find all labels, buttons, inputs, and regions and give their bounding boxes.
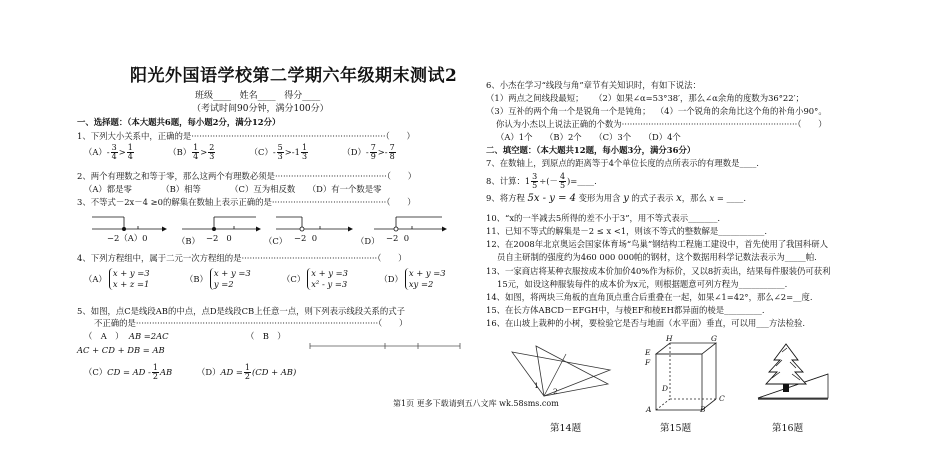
q13: 13、一家商店将某种衣服按成本价加价40%作为标价，又以8折卖出，结果每件服装仍可获利 xyxy=(486,266,831,276)
q5-stem2: 不正确的是···························································································（ ） xyxy=(94,318,408,328)
q1-options xyxy=(84,144,397,161)
page-title: 阳光外国语学校第二学期六年级期末测试2 xyxy=(130,66,458,86)
q3-c-ticks: −2 0 xyxy=(294,233,318,243)
q1-stem: 1、下列大小关系中，正确的是·········································································（ ） xyxy=(77,131,415,141)
fig15-caption: 第15题 xyxy=(660,423,692,434)
section2-heading: 二、填空题：（本大题共12题，每小题3分，满分36分） xyxy=(486,145,696,155)
q11: 11、已知不等式的解集是－2 ≤ x <1，则该不等式的整数解是___________. xyxy=(486,226,768,236)
q3-label-d: （D） xyxy=(356,236,380,246)
q1-option-b: （B） $\frac{1}{4}$ > $\frac{2}{3}$ xyxy=(168,143,215,161)
q5-option-d: （D）AD = $\frac{1}{2}$ (CD + AB) xyxy=(197,363,297,381)
q4-option-d: （D） x + y =3 xy =2 xyxy=(379,268,446,289)
fig15-label-f: F xyxy=(645,358,651,367)
q5-option-b: AC + CD + DB = AB xyxy=(77,345,165,355)
name-field: 姓名____ xyxy=(239,91,276,101)
q4-options xyxy=(84,268,446,290)
fig14-caption: 第14题 xyxy=(550,423,582,434)
q1-option-c: （C）- $\frac{5}{3}$ >-1 $\frac{1}{3}$ xyxy=(249,143,308,161)
q6-line1: （1）两点之间线段最短； （2）如果∠α=53°38′，那么∠α余角的度数为36°22′； xyxy=(486,93,804,103)
page-footer: 第1页 更多下载请到五八文库 wk.58sms.com xyxy=(393,399,559,408)
fig15-cuboid xyxy=(652,340,724,414)
q3-line-d xyxy=(374,217,447,232)
q4-option-a: （A） x + y =3 x + z =1 xyxy=(84,268,150,289)
q9: 9、将方程 5x - y = 4 变形为用含 y 的式子表示 x，那么 x = ____. xyxy=(486,193,747,204)
q4-option-c: （C） x + y =3 x² - y =3 xyxy=(282,268,349,289)
fig16-tree-slope xyxy=(754,340,834,402)
fig15-label-c: C xyxy=(719,394,725,403)
q13-cont: 15元，如设这种服装每件的成本价为x元，则根据题意可列方程为___________. xyxy=(497,279,788,289)
q14: 14、如图，将两块三角板的直角顶点重合后重叠在一起，如果∠1=42°，那么∠2=__度. xyxy=(486,292,813,302)
q12: 12、在2008年北京奥运会国家体育场“鸟巢”钢结构工程施工建设中，首先使用了我国科研人 xyxy=(486,239,829,249)
q1-option-a: （A）- $\frac{3}{4}$ > $\frac{1}{4}$ xyxy=(84,143,133,161)
q3-a-ticks: −2（A）0 xyxy=(107,233,148,243)
q3-b-ticks: −2 0 xyxy=(206,233,232,243)
q12-cont: 员自主研制的强度约为460 000 000帕的钢材，这个数据用科学记数法表示为_____帕. xyxy=(497,252,817,262)
q16: 16、在山坡上栽种的小树，要检验它是否与地面（水平面）垂直，可以用___方法检验. xyxy=(486,318,806,328)
q3-stem: 3、不等式－2x－4 ≥0的解集在数轴上表示正确的是···········································（ ） xyxy=(77,197,416,207)
q5-option-c: （C）CD = AD - $\frac{1}{2}$ AB xyxy=(84,363,173,381)
q3-line-b xyxy=(182,217,261,232)
class-field: 班级____ xyxy=(195,91,232,101)
fig15-label-g: G xyxy=(711,334,717,343)
score-field: 得分____ xyxy=(284,91,321,101)
exam-time: （考试时间90分钟，满分100分） xyxy=(192,104,329,114)
q5-option-a: （ A ） AB =2AC xyxy=(84,331,169,341)
q2-stem: 2、两个有理数之和等于零，那么这两个有理数必须是··········································（ ） xyxy=(77,171,417,181)
q7: 7、在数轴上，到原点的距离等于4个单位长度的点所表示的有理数是____. xyxy=(486,158,759,168)
q3-label-b: （B） xyxy=(177,236,200,246)
q6-stem: 6、小杰在学习“线段与角”章节有关知识时，有如下说法： xyxy=(486,80,701,90)
fig14-angle-2: 2 xyxy=(553,387,558,396)
q8: 8、计算：1 $\frac{3}{5}$ ÷(－ $\frac{4}{5}$ )=____. xyxy=(486,172,597,190)
q5-option-b-label: （ B ） xyxy=(246,331,286,341)
fig15-label-e: E xyxy=(645,348,651,357)
q5-stem: 5、如图，点C是线段AB的中点，点D是线段CB上任意一点，则下列表示线段关系的式子 xyxy=(77,306,405,316)
fig15-label-h: H xyxy=(666,334,673,343)
fig15-label-d: D xyxy=(662,384,669,393)
q2-options: （A）都是零 （B）相等 （C）互为相反数 （D）有一个数是零 xyxy=(84,184,382,194)
fig15-label-b: B xyxy=(700,405,706,414)
q3-line-c xyxy=(276,217,353,232)
q3-line-a xyxy=(92,217,167,232)
q15: 15、在长方体ABCD－EFGH中，与棱EF和棱EH都异面的棱是_________. xyxy=(486,305,765,315)
student-info xyxy=(195,91,320,102)
q3-label-a: （A） xyxy=(119,233,143,243)
fig14-triangles xyxy=(508,340,618,402)
q3-d-ticks: −2 0 xyxy=(386,233,410,243)
q3-label-c: （C） xyxy=(264,236,288,246)
fig14-angle-1: 1 xyxy=(534,381,539,390)
q10: 10、“x的一半减去5所得的差不小于3”，用不等式表示_______. xyxy=(486,213,721,223)
q6-line2: （3）互补的两个角一个是锐角一个是钝角； （4）一个锐角的余角比这个角的补角小90°。 xyxy=(486,106,827,116)
q5-segment-figure xyxy=(310,341,470,351)
q1-option-d: （D）- $\frac{7}{9}$ >- $\frac{7}{8}$ xyxy=(342,143,395,161)
q6-options: （A）1个 （B）2个 （C）3个 （D）4个 xyxy=(496,132,681,142)
fig16-caption: 第16题 xyxy=(772,423,804,434)
q4-stem: 4、下列方程组中，属于二元一次方程组的是···················································（ ） xyxy=(77,253,407,263)
fig15-label-a: A xyxy=(646,405,652,414)
section1-heading: 一、选择题：（本大题共6题，每小题2分，满分12分） xyxy=(77,117,281,127)
q6-line3: 你认为小杰以上说法正确的个数为··································································（ ） xyxy=(496,119,827,129)
q4-option-b: （B） x + y =3 y =2 xyxy=(184,268,251,289)
